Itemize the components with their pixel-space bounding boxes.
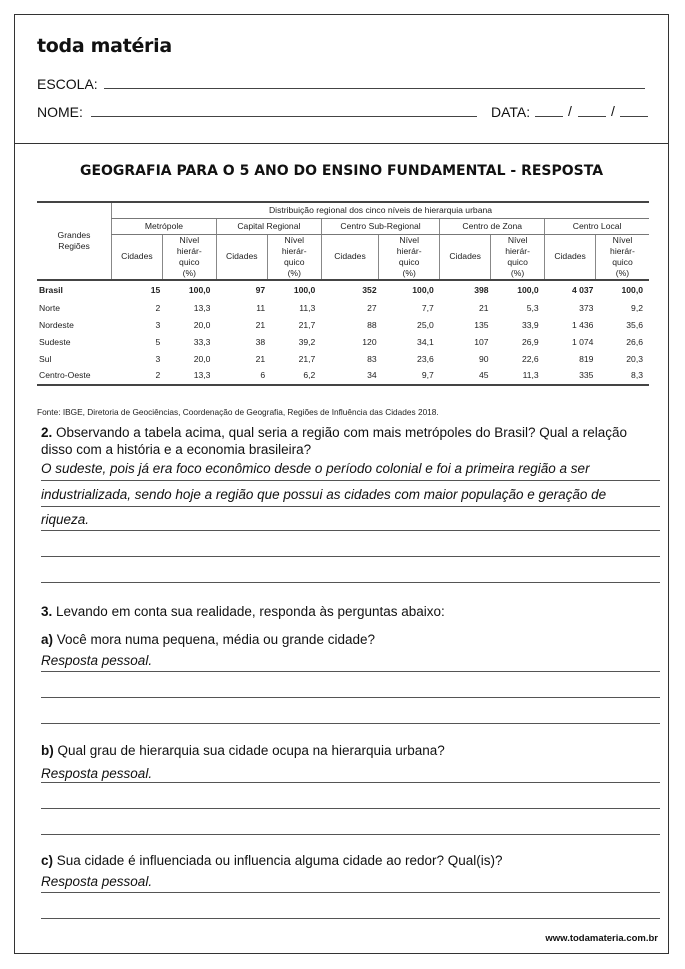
- cities-cell: 4 037: [571, 284, 594, 295]
- date-label: DATA:: [491, 104, 531, 120]
- writing-line[interactable]: [41, 723, 660, 724]
- table-row: [37, 280, 649, 300]
- question-3: 3. Levando em conta sua realidade, responda às perguntas abaixo:: [41, 604, 445, 619]
- table-body: [37, 280, 649, 385]
- writing-line[interactable]: [41, 506, 660, 507]
- question-3c: c) Sua cidade é influenciada ou influencia alguma cidade ao redor? Qual(is)?: [41, 853, 503, 868]
- level-cell: 100,0: [188, 284, 211, 295]
- cities-cell: 88: [367, 319, 377, 330]
- cities-cell: 5: [155, 336, 161, 347]
- school-label: ESCOLA:: [37, 76, 98, 92]
- level-cell: 7,7: [421, 302, 434, 313]
- region-cell: Centro-Oeste: [39, 370, 91, 380]
- cities-cell: 107: [474, 336, 489, 347]
- name-field[interactable]: [91, 116, 477, 117]
- cities-cell: 21: [255, 353, 266, 364]
- level-cell: 13,3: [193, 302, 211, 313]
- cities-cell: 21: [478, 302, 489, 313]
- cities-cell: 3: [155, 319, 161, 330]
- question-3b: b) Qual grau de hierarquia sua cidade ocupa na hierarquia urbana?: [41, 743, 445, 758]
- level-cell: 11,3: [299, 302, 316, 313]
- region-header: Grandes Regiões: [37, 202, 112, 280]
- cities-cell: 45: [478, 370, 489, 380]
- cities-cell: 120: [362, 336, 377, 347]
- level-cell: 13,3: [193, 370, 211, 380]
- level-col-header: Nível hierár-quico (%): [162, 234, 216, 280]
- website-footer[interactable]: www.todamateria.com.br: [545, 933, 658, 944]
- cities-cell: 1 074: [571, 336, 594, 347]
- writing-line[interactable]: [41, 834, 660, 835]
- cities-cell: 11: [256, 302, 266, 313]
- answer-line: industrializada, sendo hoje a região que possui as cidades com maior população e geração de: [41, 487, 607, 502]
- level-cell: 26,9: [521, 336, 539, 347]
- cities-cell: 34: [367, 370, 377, 380]
- level-cell: 100,0: [293, 284, 316, 295]
- writing-line[interactable]: [41, 697, 660, 698]
- cities-col-header: Cidades: [440, 234, 491, 280]
- cities-col-header: Cidades: [112, 234, 163, 280]
- answer-line: riqueza.: [41, 512, 90, 527]
- date-year-field[interactable]: [620, 116, 648, 117]
- level-cell: 22,6: [521, 353, 539, 364]
- date-separator: /: [568, 103, 572, 119]
- level-col-header: Nível hierár-quico (%): [595, 234, 649, 280]
- table-row: [37, 317, 649, 334]
- level-col-header: Nível hierár-quico (%): [267, 234, 321, 280]
- level-cell: 11,3: [522, 370, 539, 380]
- level-cell: 5,3: [526, 302, 539, 313]
- cities-cell: 1 436: [571, 319, 594, 330]
- date-separator: /: [611, 103, 615, 119]
- cities-cell: 819: [579, 353, 594, 364]
- level-header: Capital Regional: [216, 218, 321, 234]
- table-source: Fonte: IBGE, Diretoria de Geociências, Coordenação de Geografia, Regiões de Influência das Cidades 2018.: [37, 407, 439, 417]
- date-day-field[interactable]: [535, 116, 563, 117]
- answer-line: O sudeste, pois já era foco econômico desde o período colonial e foi a primeira região a ser: [41, 461, 590, 476]
- level-cell: 21,7: [298, 319, 316, 330]
- hierarchy-table: [37, 201, 649, 386]
- cities-col-header: Cidades: [321, 234, 378, 280]
- level-cell: 21,7: [298, 353, 316, 364]
- answer-3c: Resposta pessoal.: [41, 874, 153, 889]
- writing-line[interactable]: [41, 918, 660, 919]
- cities-cell: 97: [255, 284, 266, 295]
- level-cell: 100,0: [517, 284, 539, 295]
- cities-cell: 83: [367, 353, 377, 364]
- table-row: [37, 334, 649, 351]
- region-cell: Sul: [39, 353, 52, 364]
- level-cell: 34,1: [417, 336, 434, 347]
- writing-line[interactable]: [41, 892, 660, 893]
- cities-cell: 335: [579, 370, 594, 380]
- cities-cell: 352: [362, 284, 377, 295]
- level-cell: 20,3: [626, 353, 643, 364]
- worksheet-title: GEOGRAFIA PARA O 5 ANO DO ENSINO FUNDAMENTAL - RESPOSTA: [79, 163, 604, 179]
- level-cell: 100,0: [621, 284, 643, 295]
- writing-line[interactable]: [41, 530, 660, 531]
- level-col-header: Nível hierár-quico (%): [379, 234, 440, 280]
- cities-cell: 27: [367, 302, 377, 313]
- writing-line[interactable]: [41, 671, 660, 672]
- table-row: [37, 300, 649, 317]
- writing-line[interactable]: [41, 782, 660, 783]
- level-cell: 20,0: [193, 319, 211, 330]
- cities-cell: 2: [155, 302, 161, 313]
- cities-col-header: Cidades: [545, 234, 596, 280]
- cities-cell: 21: [255, 319, 266, 330]
- table-super-header: Distribuição regional dos cinco níveis de hierarquia urbana: [112, 202, 650, 218]
- question-3a: a) Você mora numa pequena, média ou grande cidade?: [41, 632, 375, 647]
- writing-line[interactable]: [41, 808, 660, 809]
- region-cell: Brasil: [39, 284, 63, 295]
- cities-cell: 15: [150, 284, 161, 295]
- region-cell: Sudeste: [39, 336, 71, 347]
- level-cell: 39,2: [298, 336, 316, 347]
- level-col-header: Nível hierár-quico (%): [491, 234, 545, 280]
- header-divider: [15, 143, 668, 144]
- level-cell: 35,6: [626, 319, 643, 330]
- cities-col-header: Cidades: [216, 234, 267, 280]
- cities-cell: 90: [478, 353, 489, 364]
- level-cell: 6,2: [303, 370, 316, 380]
- level-cell: 23,6: [417, 353, 434, 364]
- date-month-field[interactable]: [578, 116, 606, 117]
- brand-logo: toda matéria: [37, 35, 172, 57]
- level-cell: 9,7: [421, 370, 434, 380]
- level-cell: 33,3: [193, 336, 211, 347]
- writing-line[interactable]: [41, 480, 660, 481]
- worksheet: [14, 14, 669, 954]
- level-cell: 33,9: [521, 319, 539, 330]
- cities-cell: 38: [255, 336, 266, 347]
- cities-cell: 398: [474, 284, 489, 295]
- cities-cell: 6: [260, 370, 266, 380]
- cities-cell: 3: [155, 353, 161, 364]
- answer-3a: Resposta pessoal.: [41, 653, 153, 668]
- question-2: 2. Observando a tabela acima, qual seria a região com mais metrópoles do Brasil? Qual a relação disso com a história e a economia brasileira?: [41, 425, 628, 457]
- region-cell: Norte: [39, 302, 61, 313]
- table-row: [37, 368, 649, 385]
- level-cell: 8,3: [631, 370, 643, 380]
- cities-cell: 373: [579, 302, 594, 313]
- level-cell: 100,0: [412, 284, 434, 295]
- name-label: NOME:: [37, 104, 83, 120]
- level-header: Centro Local: [545, 218, 649, 234]
- level-header: Metrópole: [112, 218, 217, 234]
- level-cell: 26,6: [626, 336, 643, 347]
- level-cell: 9,2: [631, 302, 643, 313]
- table-row: [37, 351, 649, 368]
- school-field[interactable]: [104, 88, 645, 89]
- writing-line[interactable]: [41, 556, 660, 557]
- answer-3b: Resposta pessoal.: [41, 766, 153, 781]
- level-header: Centro de Zona: [440, 218, 545, 234]
- level-cell: 25,0: [417, 319, 434, 330]
- writing-line[interactable]: [41, 582, 660, 583]
- cities-cell: 135: [474, 319, 489, 330]
- level-header: Centro Sub-Regional: [321, 218, 439, 234]
- region-cell: Nordeste: [39, 319, 74, 330]
- cities-cell: 2: [155, 370, 161, 380]
- level-cell: 20,0: [193, 353, 211, 364]
